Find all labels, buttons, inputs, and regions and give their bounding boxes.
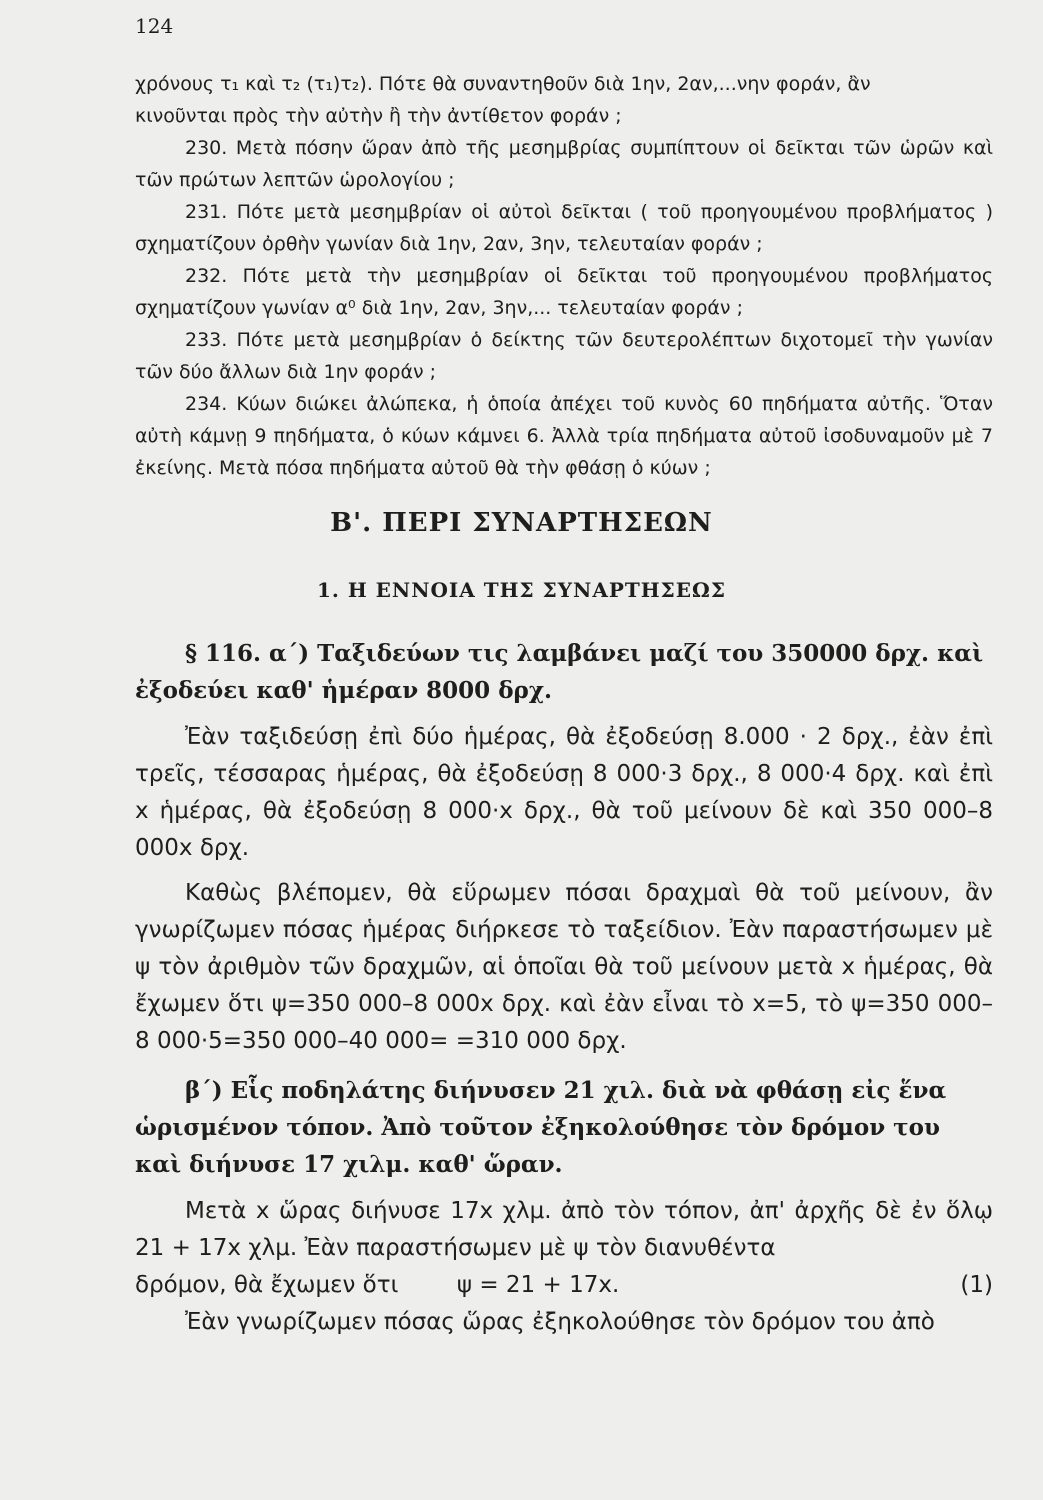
section-116-b-heading: β΄) Εἷς ποδηλάτης διήνυσεν 21 χιλ. διὰ νὰ φθάσῃ εἰς ἕνα ὡρισμένον τόπον. Ἀπὸ τοῦτον ἐξηκολούθησε τὸν δρόμον του καὶ διήνυσε 17 χιλμ. καθ' ὥραν. (135, 1077, 947, 1178)
equation-line (135, 1267, 993, 1304)
section-116-a-heading: § 116. α΄) Ταξιδεύων τις λαμβάνει μαζί του 350000 δρχ. καὶ ἐξοδεύει καθ' ἡμέραν 8000 δρχ. (135, 640, 984, 704)
section-116-a-para1: Ἐὰν ταξιδεύσῃ ἐπὶ δύο ἡμέρας, θὰ ἐξοδεύσῃ 8.000 · 2 δρχ., ἐὰν ἐπὶ τρεῖς, τέσσαρας ἡμέρας, θὰ ἐξοδεύσῃ 8 000·3 δρχ., 8 000·4 δρχ. καὶ ἐπὶ x ἡμέρας, θὰ ἐξοδεύσῃ 8 000·x δρχ., θὰ τοῦ μείνουν δὲ καὶ 350 000–8 000x δρχ. (135, 724, 993, 861)
page-number: 124 (135, 14, 174, 38)
problems-block (135, 68, 993, 484)
problem-231: 231. Πότε μετὰ μεσημβρίαν οἱ αὐτοὶ δεῖκται ( τοῦ προηγουμένου προβλήματος ) σχηματίζουν ὀρθὴν γωνίαν διὰ 1ην, 2αν, 3ην, τελευταίαν φοράν ; (135, 201, 993, 255)
equation-1: δρόμον, θὰ ἔχωμεν ὅτι ψ = 21 + 17x. (135, 1272, 620, 1298)
section-116-b-para1: Μετὰ x ὥρας διήνυσε 17x χλμ. ἀπὸ τὸν τόπον, ἀπ' ἀρχῆς δὲ ἐν ὅλῳ 21 + 17x χλμ. Ἐὰν παραστήσωμεν μὲ ψ τὸν διανυθέντα (135, 1198, 993, 1261)
equation-number: (1) (960, 1272, 993, 1298)
section-title: Β'. ΠΕΡΙ ΣΥΝΑΡΤΗΣΕΩΝ (330, 508, 713, 538)
problem-230: 230. Μετὰ πόσην ὥραν ἀπὸ τῆς μεσημβρίας συμπίπτουν οἱ δεῖκται τῶν ὡρῶν καὶ τῶν πρώτων λεπτῶν ὡρολογίου ; (135, 137, 993, 191)
problem-232: 232. Πότε μετὰ τὴν μεσημβρίαν οἱ δεῖκται τοῦ προηγουμένου προβλήματος σχηματίζουν γωνίαν α⁰ διὰ 1ην, 2αν, 3ην,... τελευταίαν φοράν ; (135, 265, 993, 319)
problem-229-end-line2: κινοῦνται πρὸς τὴν αὐτὴν ἢ τὴν ἀντίθετον φοράν ; (135, 105, 622, 127)
section-116-a-para2: Καθὼς βλέπομεν, θὰ εὕρωμεν πόσαι δραχμαὶ θὰ τοῦ μείνουν, ἂν γνωρίζωμεν πόσας ἡμέρας διήρκεσε τὸ ταξείδιον. Ἐὰν παραστήσωμεν μὲ ψ τὸν ἀριθμὸν τῶν δραχμῶν, αἱ ὁποῖαι θὰ τοῦ μείνουν μετὰ x ἡμέρας, θὰ ἔχωμεν ὅτι ψ=350 000–8 000x δρχ. καὶ ἐὰν εἶναι τὸ x=5, τὸ ψ=350 000–8 000·5=350 000–40 000= =310 000 δρχ. (135, 880, 993, 1054)
section-116-b-para2: Ἐὰν γνωρίζωμεν πόσας ὥρας ἐξηκολούθησε τὸν δρόμον του ἀπὸ (185, 1309, 935, 1335)
problem-229-end-line1: χρόνους τ₁ καὶ τ₂ (τ₁)τ₂). Πότε θὰ συναντηθοῦν διὰ 1ην, 2αν,...νην φοράν, ἂν (135, 73, 871, 95)
problem-233: 233. Πότε μετὰ μεσημβρίαν ὁ δείκτης τῶν δευτερολέπτων διχοτομεῖ τὴν γωνίαν τῶν δύο ἄλλων διὰ 1ην φοράν ; (135, 329, 993, 383)
subsection-title: 1. Η ΕΝΝΟΙΑ ΤΗΣ ΣΥΝΑΡΤΗΣΕΩΣ (316, 578, 726, 602)
problem-234: 234. Κύων διώκει ἀλώπεκα, ἡ ὁποία ἀπέχει τοῦ κυνὸς 60 πηδήματα αὐτῆς. Ὅταν αὐτὴ κάμνῃ 9 πηδήματα, ὁ κύων κάμνει 6. Ἀλλὰ τρία πηδήματα αὐτοῦ ἰσοδυναμοῦν μὲ 7 ἐκείνης. Μετὰ πόσα πηδήματα αὐτοῦ θὰ τὴν φθάσῃ ὁ κύων ; (135, 393, 993, 479)
section-116 (135, 635, 993, 1341)
